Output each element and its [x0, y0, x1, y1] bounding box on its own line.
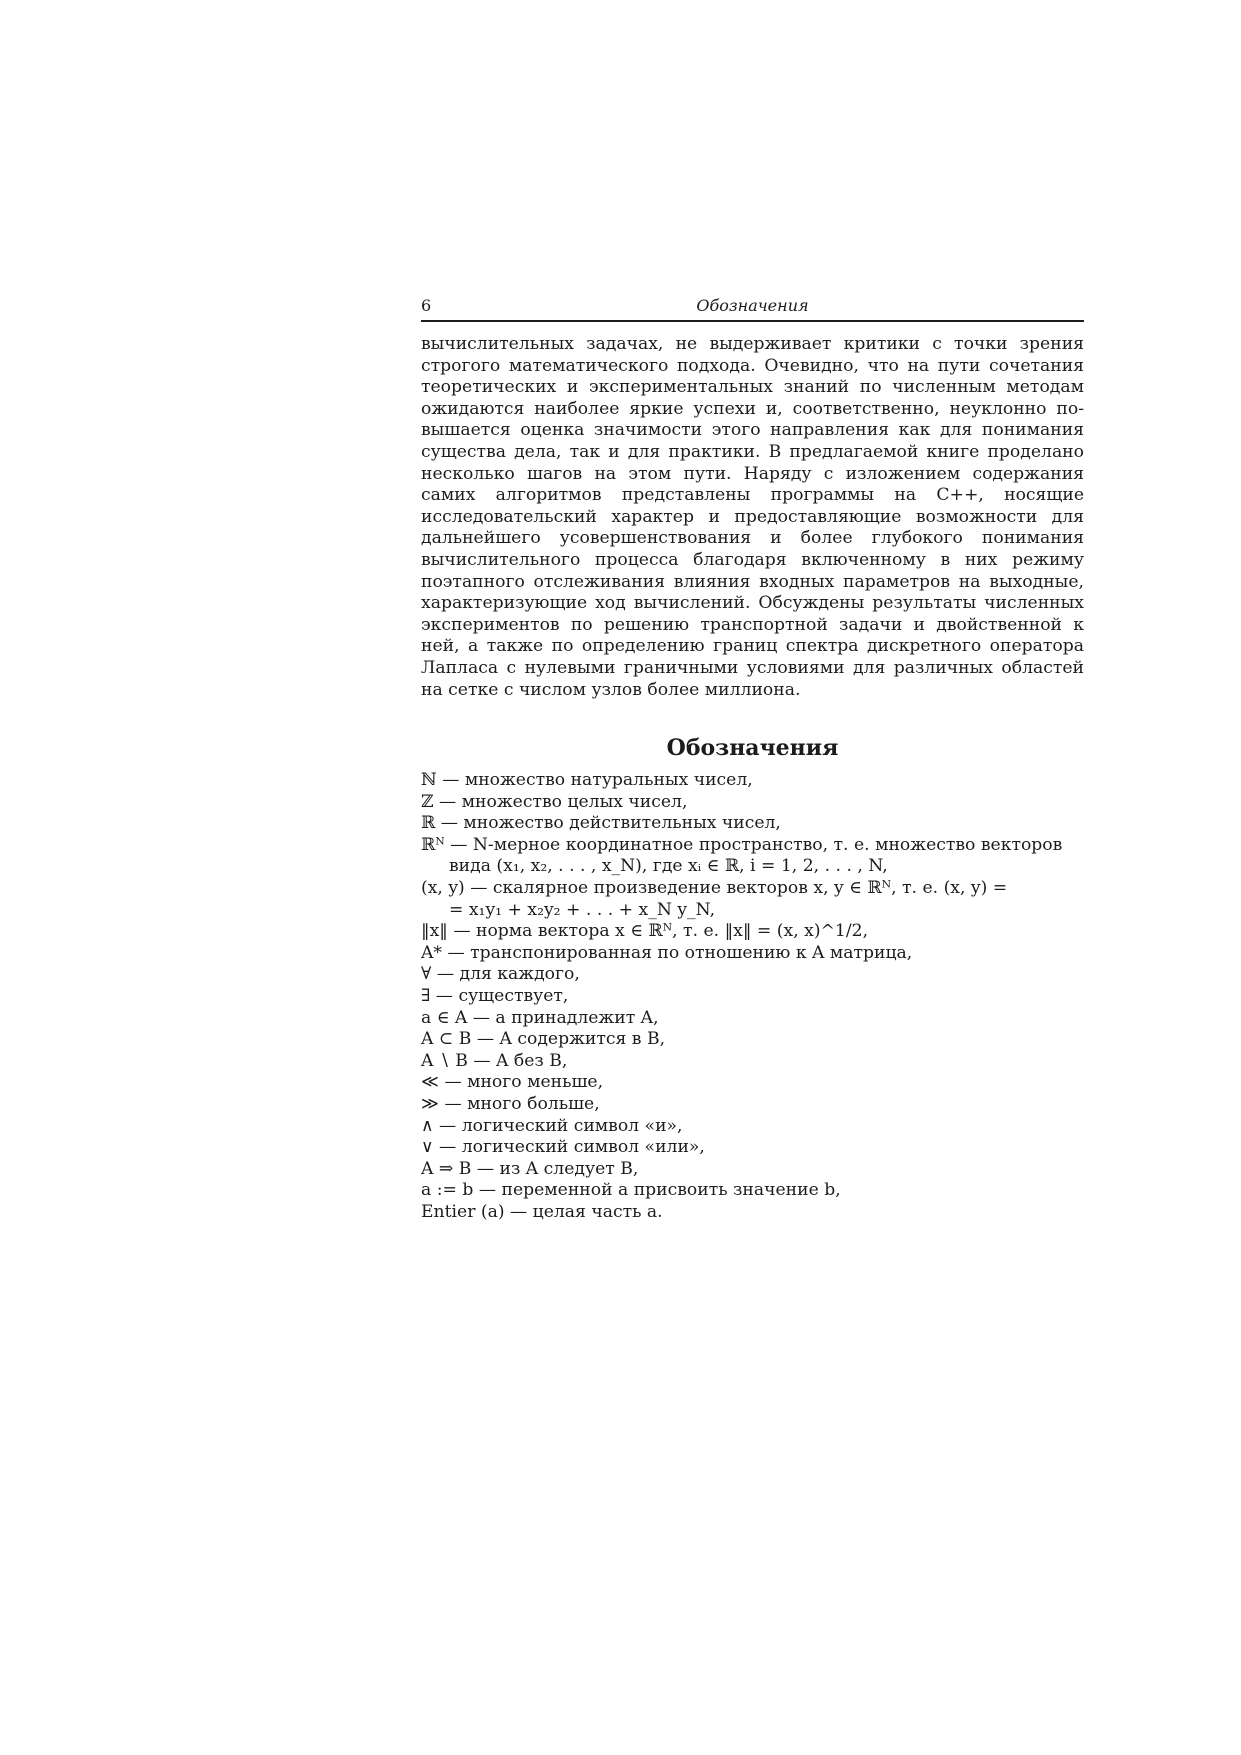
notation-item: Entier (a) — целая часть a. — [421, 1201, 663, 1222]
notation-item: ℝ — множество действительных чисел, — [421, 813, 781, 834]
document-page — [421, 296, 1084, 1224]
notation-item-continuation: вида (x₁, x₂, . . . , x_N), где xᵢ ∈ ℝ, i = 1, 2, . . . , N, — [449, 856, 888, 877]
running-header — [421, 296, 1084, 322]
intro-paragraph: вычислительных задачах, не выдерживает критики с точки зрения строгого математического подхода. Очевидно, что на пути сочетания теоретических и экспериментальных знаний по численным методам ожидаются наиболее яркие успехи и, соответственно, неуклонно повышается оценка значимости этого направления как для понимания существа дела, так и для практики. В предлагаемой книге проделано несколько шагов на этом пути. Наряду с изложением содержания самих алгоритмов представлены программы на C++, носящие исследовательский характер и предоставляющие возможности для дальнейшего усовершенствования и более глубокого понимания вычислительного процесса благодаря включенному в них режиму поэтапного отслеживания влияния входных параметров на выходные, характеризующие ход вычислений. Обсуждены результаты численных экспериментов по решению транспортной задачи и двойственной к ней, а также по определению границ спектра дискретного оператора Лапласа с нулевыми граничными условиями для различных областей на сетке с числом узлов более миллиона. — [421, 334, 1084, 700]
notation-item: A ⇒ B — из A следует B, — [421, 1158, 639, 1179]
notation-list — [421, 770, 1084, 1223]
notation-item: ∃ — существует, — [421, 986, 569, 1007]
running-title: Обозначения — [696, 296, 809, 315]
notation-item: ℤ — множество целых чисел, — [421, 791, 688, 812]
notation-item: ∀ — для каждого, — [421, 964, 580, 985]
notation-item: a ∈ A — a принадлежит A, — [421, 1007, 659, 1028]
notation-item: ≫ — много больше, — [421, 1094, 600, 1114]
notation-item-continuation: = x₁y₁ + x₂y₂ + . . . + x_N y_N, — [449, 899, 716, 920]
notation-item: ∨ — логический символ «или», — [421, 1137, 705, 1158]
page-number: 6 — [421, 296, 432, 315]
notation-item: (x, y) — скалярное произведение векторов x, y ∈ ℝᴺ, т. е. (x, y) = — [421, 878, 1008, 899]
notation-item: ℕ — множество натуральных чисел, — [421, 770, 753, 791]
section-title: Обозначения — [666, 735, 839, 762]
notation-item: ℝᴺ — N-мерное координатное пространство, т. е. множество векторов — [421, 834, 1063, 855]
notation-item: A ⊂ B — A содержится в B, — [421, 1029, 666, 1050]
notation-item: ∧ — логический символ «и», — [421, 1115, 683, 1136]
notation-item: A* — транспонированная по отношению к A матрица, — [421, 942, 913, 963]
notation-item: A ∖ B — A без B, — [421, 1050, 568, 1071]
notation-item: a := b — переменной a присвоить значение b, — [421, 1180, 841, 1201]
notation-item: ≪ — много меньше, — [421, 1072, 604, 1093]
notation-item: ‖x‖ — норма вектора x ∈ ℝᴺ, т. е. ‖x‖ = (x, x)^1/2, — [421, 921, 869, 942]
